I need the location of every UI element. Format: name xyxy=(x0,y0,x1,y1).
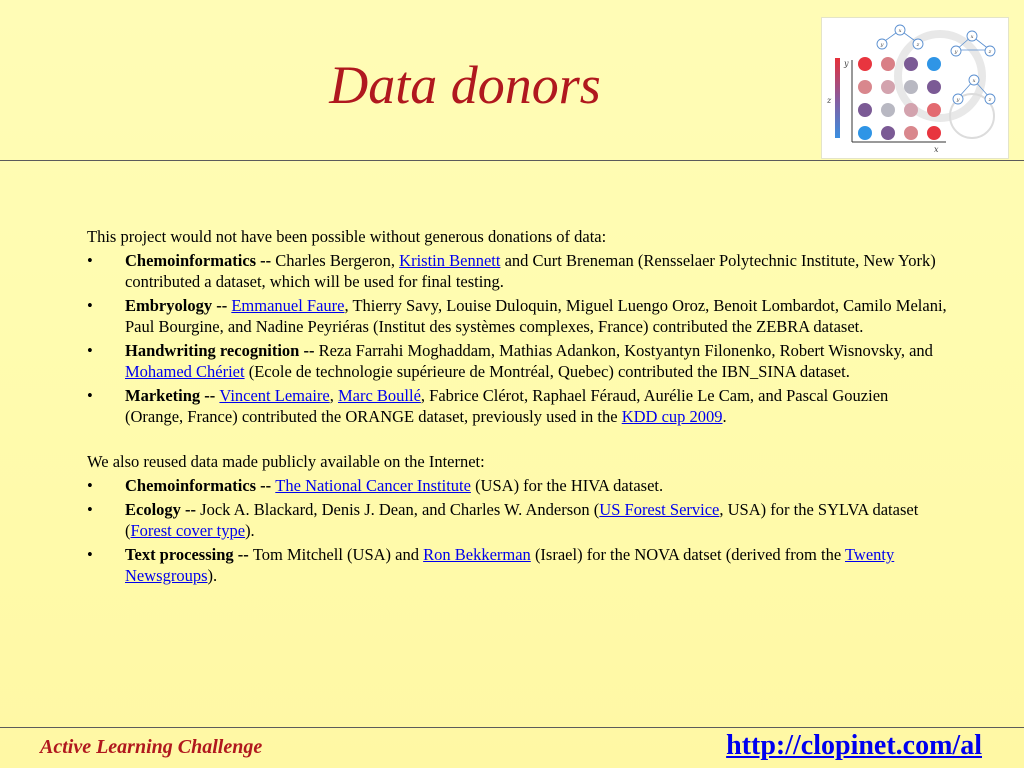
item-text: Jock A. Blackard, Denis J. Dean, and Charles W. Anderson ( xyxy=(200,500,600,519)
logo-graphic xyxy=(822,18,1008,158)
bullet-point: • xyxy=(87,341,93,360)
svg-text:x: x xyxy=(972,78,976,84)
reference-link[interactable]: Forest cover type xyxy=(130,521,246,540)
reference-link[interactable]: Emmanuel Faure xyxy=(231,296,345,315)
item-heading: Chemoinformatics -- xyxy=(125,476,276,495)
list-item xyxy=(87,385,947,427)
item-text: (Ecole de technologie supérieure de Montréal, Quebec) contributed the IBN_SINA dataset. xyxy=(244,362,850,381)
item-heading: Embryology -- xyxy=(125,296,232,315)
color-scale-bar xyxy=(835,58,840,138)
item-heading: Marketing -- xyxy=(125,386,220,405)
svg-text:x: x xyxy=(970,34,974,40)
axis-x-label: x xyxy=(934,145,939,154)
item-text: , Fabrice Clérot, Raphael Féraud, Aurélie Le Cam, and Pascal Gouzien (Orange, France) contributed the ORANGE dataset, previously used in the xyxy=(125,386,889,426)
svg-text:z: z xyxy=(988,97,992,103)
bullet-point: • xyxy=(87,476,93,495)
axis-z-label: z xyxy=(827,96,832,105)
spacer xyxy=(87,430,947,451)
item-text: ). xyxy=(245,521,255,540)
svg-text:x: x xyxy=(898,28,902,34)
item-heading: Chemoinformatics -- xyxy=(125,251,276,270)
reference-link[interactable]: KDD cup 2009 xyxy=(621,407,723,426)
list-item xyxy=(87,499,947,541)
item-heading: Text processing -- xyxy=(125,545,253,564)
footer-url-link[interactable]: http://clopinet.com/al xyxy=(726,730,982,761)
donations-list xyxy=(87,250,947,427)
list-item xyxy=(87,544,947,586)
header-divider xyxy=(0,160,1024,161)
reuse-intro-text: We also reused data made publicly available on the Internet: xyxy=(87,452,485,471)
footer-challenge-name: Active Learning Challenge xyxy=(40,736,263,758)
item-text: (Israel) for the NOVA datset (derived from the xyxy=(530,545,845,564)
list-item xyxy=(87,295,947,337)
item-text: ). xyxy=(207,566,218,585)
list-item xyxy=(87,250,947,292)
item-text: . xyxy=(722,407,727,426)
bullet-point: • xyxy=(87,500,93,519)
reference-link[interactable]: US Forest Service xyxy=(599,500,720,519)
reference-link[interactable]: Kristin Bennett xyxy=(399,251,501,270)
svg-text:z: z xyxy=(988,49,992,55)
reference-link[interactable]: Ron Bekkerman xyxy=(423,545,531,564)
svg-text:y: y xyxy=(880,42,884,48)
reference-link[interactable]: Mohamed Chériet xyxy=(125,362,245,381)
item-heading: Handwriting recognition -- xyxy=(125,341,319,360)
list-item xyxy=(87,340,947,382)
item-text: (USA) for the HIVA dataset. xyxy=(470,476,664,495)
reference-link[interactable]: Marc Boullé xyxy=(337,386,421,405)
bullet-point: • xyxy=(87,296,93,315)
reference-link[interactable]: Twenty Newsgroups xyxy=(125,545,895,585)
intro-text: This project would not have been possible without generous donations of data: xyxy=(87,227,607,246)
item-heading: Ecology -- xyxy=(125,500,201,519)
list-item xyxy=(87,475,947,496)
item-text: , Thierry Savy, Louise Duloquin, Miguel Luengo Oroz, Benoit Lombardot, Camilo Melani, Paul Bourgine, and Nadine Peyriéras (Institut des systèmes complexes, France) contributed the ZEBRA dataset. xyxy=(125,296,947,336)
reference-link[interactable]: Vincent Lemaire xyxy=(219,386,330,405)
bullet-point: • xyxy=(87,251,93,270)
item-text: , xyxy=(329,386,338,405)
item-text: Reza Farrahi Moghaddam, Mathias Adankon, Kostyantyn Filonenko, Robert Wisnovsky, and xyxy=(318,341,933,360)
item-text: , USA) for the SYLVA dataset ( xyxy=(125,500,919,540)
reference-link[interactable]: The National Cancer Institute xyxy=(275,476,471,495)
item-text: Charles Bergeron, xyxy=(275,251,400,270)
svg-text:y: y xyxy=(956,97,960,103)
slide-body xyxy=(87,226,947,589)
item-text: Tom Mitchell (USA) and xyxy=(252,545,424,564)
bullet-point: • xyxy=(87,386,93,405)
challenge-logo xyxy=(821,17,1009,159)
slide-title: Data donors xyxy=(329,55,601,115)
footer-divider xyxy=(0,727,1024,728)
svg-text:z: z xyxy=(916,42,920,48)
svg-text:y: y xyxy=(954,49,958,55)
item-text: and Curt Breneman (Rensselaer Polytechnic Institute, New York) contributed a dataset, which will be used for final testing. xyxy=(125,251,936,291)
reused-data-list xyxy=(87,475,947,586)
axis-y-label: y xyxy=(844,59,849,68)
bullet-point: • xyxy=(87,545,93,564)
